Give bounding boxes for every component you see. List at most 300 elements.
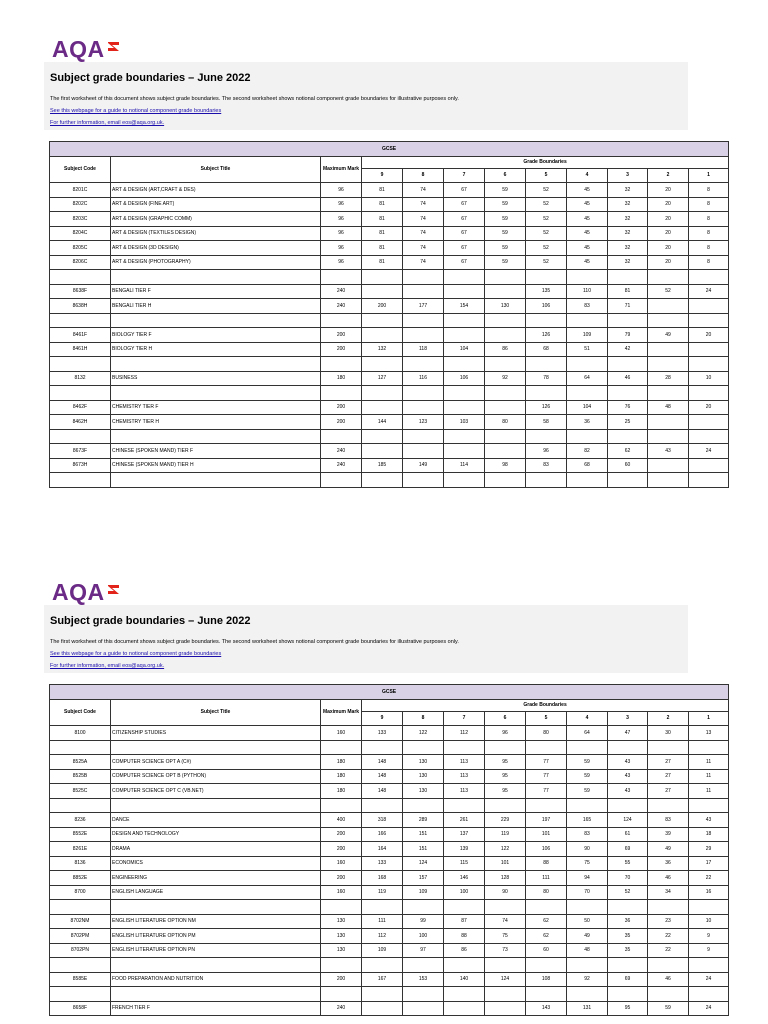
grade-4-cell: 104 — [567, 400, 608, 415]
grade-9-cell: 144 — [362, 415, 403, 430]
table-row — [50, 371, 729, 386]
grade-8: 8 — [403, 168, 444, 183]
empty-cell — [444, 270, 485, 285]
subject-code-cell: 8132 — [50, 371, 111, 386]
subject-title-cell: ENGLISH LITERATURE OPTION PN — [111, 943, 321, 958]
empty-cell — [362, 740, 403, 755]
subject-title-cell: DESIGN AND TECHNOLOGY — [111, 827, 321, 842]
empty-cell — [362, 386, 403, 401]
grade-4-cell: 68 — [567, 458, 608, 473]
table-row — [50, 241, 729, 256]
empty-cell — [608, 473, 648, 488]
empty-cell — [50, 798, 111, 813]
grade-6-cell: 98 — [485, 458, 526, 473]
grade-2-cell: 39 — [648, 827, 689, 842]
grade-5-cell: 60 — [526, 943, 567, 958]
aqa-mark-icon — [106, 584, 120, 596]
empty-cell — [50, 429, 111, 444]
empty-cell — [608, 386, 648, 401]
empty-cell — [362, 473, 403, 488]
empty-cell — [485, 473, 526, 488]
empty-cell — [111, 270, 321, 285]
empty-cell — [485, 958, 526, 973]
empty-cell — [648, 798, 689, 813]
grade-6-cell — [485, 1001, 526, 1016]
subject-title-cell: DRAMA — [111, 842, 321, 857]
grade-1-cell: 20 — [689, 328, 729, 343]
subject-code-cell: 8201C — [50, 183, 111, 198]
grade-2-cell: 20 — [648, 183, 689, 198]
aqa-logo: AQA — [52, 581, 120, 604]
grade-4-cell: 131 — [567, 1001, 608, 1016]
empty-cell — [608, 429, 648, 444]
grade-3-cell: 47 — [608, 726, 648, 741]
grade-3: 3 — [608, 711, 648, 726]
grade-7-cell: 115 — [444, 856, 485, 871]
empty-cell — [50, 386, 111, 401]
grade-3-cell: 62 — [608, 444, 648, 459]
subject-code-cell: 8206C — [50, 255, 111, 270]
empty-cell — [321, 357, 362, 372]
grade-8-cell: 122 — [403, 726, 444, 741]
grade-1-cell — [689, 299, 729, 314]
grade-8-cell: 116 — [403, 371, 444, 386]
grade-9-cell — [362, 284, 403, 299]
grade-8-cell: 153 — [403, 972, 444, 987]
grade-2: 2 — [648, 711, 689, 726]
max-mark-cell: 180 — [321, 371, 362, 386]
subject-code-cell: 8461H — [50, 342, 111, 357]
empty-cell — [111, 473, 321, 488]
grade-3-cell: 43 — [608, 755, 648, 770]
grade-1-cell: 10 — [689, 914, 729, 929]
grade-9-cell: 112 — [362, 929, 403, 944]
grade-5-cell: 62 — [526, 929, 567, 944]
grade-6-cell — [485, 328, 526, 343]
empty-cell — [362, 958, 403, 973]
grade-6: 6 — [485, 168, 526, 183]
subject-code-cell: 8525A — [50, 755, 111, 770]
grade-5-cell: 78 — [526, 371, 567, 386]
grade-8-cell: 177 — [403, 299, 444, 314]
empty-cell — [485, 357, 526, 372]
empty-cell — [567, 987, 608, 1002]
grade-7-cell: 67 — [444, 212, 485, 227]
table-body — [50, 183, 729, 488]
empty-cell — [362, 357, 403, 372]
empty-cell — [50, 357, 111, 372]
grade-1-cell: 8 — [689, 212, 729, 227]
grade-5-cell: 126 — [526, 400, 567, 415]
section-header: GCSE — [50, 685, 729, 700]
grade-2-cell: 49 — [648, 328, 689, 343]
empty-cell — [403, 313, 444, 328]
grade-2-cell: 46 — [648, 871, 689, 886]
grade-4-cell: 109 — [567, 328, 608, 343]
empty-cell — [485, 386, 526, 401]
subject-title-cell: ART & DESIGN (ART,CRAFT & DES) — [111, 183, 321, 198]
empty-cell — [444, 386, 485, 401]
max-mark-cell: 96 — [321, 212, 362, 227]
subject-code-cell: 8702PN — [50, 943, 111, 958]
grade-3-cell: 55 — [608, 856, 648, 871]
grade-9-cell: 166 — [362, 827, 403, 842]
subject-title-cell: BENGALI TIER F — [111, 284, 321, 299]
table-row — [50, 226, 729, 241]
grade-7-cell: 106 — [444, 371, 485, 386]
grade-2-cell — [648, 415, 689, 430]
empty-cell — [403, 958, 444, 973]
grade-7: 7 — [444, 711, 485, 726]
spacer-row — [50, 900, 729, 915]
subject-code-cell: 8702PM — [50, 929, 111, 944]
grade-1-cell: 11 — [689, 769, 729, 784]
empty-cell — [50, 473, 111, 488]
empty-cell — [111, 987, 321, 1002]
grade-6-cell: 90 — [485, 885, 526, 900]
grade-9-cell: 81 — [362, 197, 403, 212]
empty-cell — [111, 313, 321, 328]
grade-6-cell — [485, 284, 526, 299]
grade-7-cell: 114 — [444, 458, 485, 473]
grade-4-cell: 48 — [567, 943, 608, 958]
table-row — [50, 885, 729, 900]
empty-cell — [403, 987, 444, 1002]
grade-1-cell: 22 — [689, 871, 729, 886]
grade-5-cell: 52 — [526, 255, 567, 270]
grade-2-cell: 27 — [648, 784, 689, 799]
grade-3-cell: 81 — [608, 284, 648, 299]
table-row — [50, 813, 729, 828]
grade-5-cell: 62 — [526, 914, 567, 929]
subject-code-cell: 8462F — [50, 400, 111, 415]
empty-cell — [444, 429, 485, 444]
subject-title-cell: COMPUTER SCIENCE OPT B (PYTHON) — [111, 769, 321, 784]
subject-title-cell: ENGLISH LITERATURE OPTION PM — [111, 929, 321, 944]
grade-8-cell: 157 — [403, 871, 444, 886]
grade-9-cell: 109 — [362, 943, 403, 958]
grade-9-cell: 133 — [362, 726, 403, 741]
subject-code-cell: 8461F — [50, 328, 111, 343]
grade-5-cell: 80 — [526, 726, 567, 741]
grade-4-cell: 90 — [567, 842, 608, 857]
max-mark-cell: 200 — [321, 842, 362, 857]
grade-7-cell: 104 — [444, 342, 485, 357]
subject-title-cell: ART & DESIGN (GRAPHIC COMM) — [111, 212, 321, 227]
table-row — [50, 284, 729, 299]
spacer-row — [50, 429, 729, 444]
grade-7-cell: 146 — [444, 871, 485, 886]
grade-9-cell: 167 — [362, 972, 403, 987]
empty-cell — [526, 798, 567, 813]
empty-cell — [526, 357, 567, 372]
empty-cell — [689, 270, 729, 285]
max-mark-cell: 96 — [321, 183, 362, 198]
grade-4-cell: 51 — [567, 342, 608, 357]
grade-7-cell: 113 — [444, 784, 485, 799]
grade-7-cell: 67 — [444, 183, 485, 198]
grade-4: 4 — [567, 168, 608, 183]
empty-cell — [608, 958, 648, 973]
grade-4-cell: 45 — [567, 183, 608, 198]
grade-9-cell: 133 — [362, 856, 403, 871]
grade-3-cell: 76 — [608, 400, 648, 415]
grade-4-cell: 45 — [567, 255, 608, 270]
empty-cell — [485, 429, 526, 444]
empty-cell — [50, 740, 111, 755]
grade-5-cell: 88 — [526, 856, 567, 871]
grade-3-cell: 32 — [608, 241, 648, 256]
empty-cell — [526, 386, 567, 401]
grade-4-cell: 110 — [567, 284, 608, 299]
grade-9-cell: 111 — [362, 914, 403, 929]
empty-cell — [111, 740, 321, 755]
table-row — [50, 769, 729, 784]
grade-5-cell: 80 — [526, 885, 567, 900]
table-row — [50, 212, 729, 227]
grade-5-cell: 52 — [526, 226, 567, 241]
empty-cell — [403, 357, 444, 372]
grade-9-cell: 81 — [362, 183, 403, 198]
grade-2-cell: 23 — [648, 914, 689, 929]
empty-cell — [321, 270, 362, 285]
empty-cell — [321, 473, 362, 488]
table-row — [50, 255, 729, 270]
col-code: Subject Code — [50, 156, 111, 183]
grade-8-cell — [403, 400, 444, 415]
notional-guide-link[interactable]: See this webpage for a guide to notional component grade boundaries — [50, 108, 222, 114]
grade-7-cell: 137 — [444, 827, 485, 842]
empty-cell — [444, 357, 485, 372]
empty-cell — [608, 900, 648, 915]
grade-4: 4 — [567, 711, 608, 726]
grade-1-cell: 24 — [689, 1001, 729, 1016]
subject-title-cell: ART & DESIGN (PHOTOGRAPHY) — [111, 255, 321, 270]
subject-title-cell: ENGLISH LANGUAGE — [111, 885, 321, 900]
grade-2-cell: 36 — [648, 856, 689, 871]
grade-8-cell: 118 — [403, 342, 444, 357]
subject-code-cell: 8136 — [50, 856, 111, 871]
subject-code-cell: 8673F — [50, 444, 111, 459]
grade-5-cell: 135 — [526, 284, 567, 299]
empty-cell — [362, 313, 403, 328]
subject-code-cell: 8638F — [50, 284, 111, 299]
grade-2-cell: 20 — [648, 197, 689, 212]
spacer-row — [50, 270, 729, 285]
grade-3-cell: 71 — [608, 299, 648, 314]
grade-8-cell: 97 — [403, 943, 444, 958]
subject-code-cell: 8204C — [50, 226, 111, 241]
grade-4-cell: 64 — [567, 726, 608, 741]
grade-8-cell: 99 — [403, 914, 444, 929]
subject-code-cell: 8203C — [50, 212, 111, 227]
empty-cell — [321, 740, 362, 755]
grade-6-cell — [485, 400, 526, 415]
grade-1-cell: 8 — [689, 241, 729, 256]
empty-cell — [111, 798, 321, 813]
empty-cell — [111, 386, 321, 401]
grade-2-cell: 43 — [648, 444, 689, 459]
grade-3-cell: 70 — [608, 871, 648, 886]
spacer-row — [50, 386, 729, 401]
grade-6-cell: 80 — [485, 415, 526, 430]
grade-3-cell: 35 — [608, 929, 648, 944]
grade-9-cell: 148 — [362, 769, 403, 784]
grade-5-cell: 83 — [526, 458, 567, 473]
grade-8-cell: 130 — [403, 769, 444, 784]
empty-cell — [485, 740, 526, 755]
section-header: GCSE — [50, 142, 729, 157]
spacer-row — [50, 958, 729, 973]
grade-1-cell: 29 — [689, 842, 729, 857]
grade-6-cell: 59 — [485, 212, 526, 227]
email-link[interactable]: For further information, email eos@aqa.org.uk. — [50, 663, 165, 669]
aqa-mark-icon — [106, 41, 120, 53]
subject-title-cell: CHINESE (SPOKEN MAND) TIER H — [111, 458, 321, 473]
grade-4-cell: 59 — [567, 755, 608, 770]
grade-5-cell: 77 — [526, 769, 567, 784]
grade-8-cell: 149 — [403, 458, 444, 473]
empty-cell — [403, 740, 444, 755]
max-mark-cell: 180 — [321, 784, 362, 799]
spacer-row — [50, 313, 729, 328]
grade-5-cell: 143 — [526, 1001, 567, 1016]
empty-cell — [50, 313, 111, 328]
empty-cell — [689, 386, 729, 401]
empty-cell — [689, 900, 729, 915]
grade-6-cell: 122 — [485, 842, 526, 857]
subject-title-cell: DANCE — [111, 813, 321, 828]
notional-guide-link[interactable]: See this webpage for a guide to notional component grade boundaries — [50, 651, 222, 657]
empty-cell — [485, 900, 526, 915]
grade-3-cell: 32 — [608, 255, 648, 270]
grade-2-cell: 52 — [648, 284, 689, 299]
subject-title-cell: FRENCH TIER F — [111, 1001, 321, 1016]
grade-1-cell: 8 — [689, 255, 729, 270]
grade-7-cell: 140 — [444, 972, 485, 987]
grade-4-cell: 75 — [567, 856, 608, 871]
empty-cell — [567, 900, 608, 915]
subject-title-cell: ECONOMICS — [111, 856, 321, 871]
grade-4-cell: 92 — [567, 972, 608, 987]
empty-cell — [403, 429, 444, 444]
grade-1-cell: 8 — [689, 197, 729, 212]
grade-3-cell: 69 — [608, 842, 648, 857]
grade-6-cell: 95 — [485, 784, 526, 799]
empty-cell — [526, 958, 567, 973]
grade-2-cell: 22 — [648, 929, 689, 944]
subject-title-cell: ENGINEERING — [111, 871, 321, 886]
table-row — [50, 1001, 729, 1016]
subject-code-cell: 8700 — [50, 885, 111, 900]
grade-2-cell: 30 — [648, 726, 689, 741]
empty-cell — [689, 987, 729, 1002]
grade-2-cell: 27 — [648, 755, 689, 770]
grade-1-cell: 11 — [689, 784, 729, 799]
grade-4-cell: 45 — [567, 241, 608, 256]
subject-title-cell: BENGALI TIER H — [111, 299, 321, 314]
empty-cell — [321, 798, 362, 813]
grade-6-cell: 229 — [485, 813, 526, 828]
empty-cell — [648, 270, 689, 285]
subject-code-cell: 8702NM — [50, 914, 111, 929]
grade-7-cell — [444, 284, 485, 299]
grade-1-cell: 17 — [689, 856, 729, 871]
grade-5-cell: 126 — [526, 328, 567, 343]
empty-cell — [608, 798, 648, 813]
description: The first worksheet of this document shows subject grade boundaries. The second worksheet shows notional component grade boundaries for illustrative purposes only. — [50, 639, 459, 645]
empty-cell — [567, 473, 608, 488]
empty-cell — [321, 313, 362, 328]
grade-2-cell: 20 — [648, 226, 689, 241]
grade-8-cell: 74 — [403, 183, 444, 198]
grade-1-cell: 24 — [689, 284, 729, 299]
grade-7-cell — [444, 444, 485, 459]
max-mark-cell: 240 — [321, 1001, 362, 1016]
grade-5: 5 — [526, 168, 567, 183]
empty-cell — [648, 386, 689, 401]
grade-6-cell: 59 — [485, 241, 526, 256]
grade-4-cell: 83 — [567, 299, 608, 314]
grade-1-cell: 8 — [689, 183, 729, 198]
table-row — [50, 827, 729, 842]
empty-cell — [689, 473, 729, 488]
grade-9-cell: 81 — [362, 226, 403, 241]
grade-7-cell: 113 — [444, 769, 485, 784]
grade-5-cell: 96 — [526, 444, 567, 459]
max-mark-cell: 200 — [321, 342, 362, 357]
empty-cell — [648, 987, 689, 1002]
grade-7-cell: 100 — [444, 885, 485, 900]
grade-3-cell: 43 — [608, 784, 648, 799]
table-row — [50, 914, 729, 929]
subject-title-cell: BIOLOGY TIER F — [111, 328, 321, 343]
subject-title-cell: CHEMISTRY TIER H — [111, 415, 321, 430]
empty-cell — [50, 900, 111, 915]
aqa-logo: AQA — [52, 38, 120, 61]
grade-1-cell: 43 — [689, 813, 729, 828]
table-row — [50, 400, 729, 415]
max-mark-cell: 200 — [321, 972, 362, 987]
grade-3-cell: 95 — [608, 1001, 648, 1016]
grade-9-cell: 127 — [362, 371, 403, 386]
subject-title-cell: BIOLOGY TIER H — [111, 342, 321, 357]
grade-6-cell: 74 — [485, 914, 526, 929]
max-mark-cell: 240 — [321, 458, 362, 473]
grade-9-cell: 81 — [362, 241, 403, 256]
empty-cell — [526, 313, 567, 328]
subject-title-cell: CITIZENSHIP STUDIES — [111, 726, 321, 741]
empty-cell — [567, 386, 608, 401]
empty-cell — [526, 987, 567, 1002]
grade-2-cell — [648, 299, 689, 314]
grade-9-cell: 148 — [362, 755, 403, 770]
grade-3-cell: 69 — [608, 972, 648, 987]
empty-cell — [567, 429, 608, 444]
spacer-row — [50, 987, 729, 1002]
grade-2-cell: 34 — [648, 885, 689, 900]
spacer-row — [50, 357, 729, 372]
empty-cell — [485, 798, 526, 813]
email-link[interactable]: For further information, email eos@aqa.org.uk. — [50, 120, 165, 126]
grade-3-cell: 61 — [608, 827, 648, 842]
grade-8-cell: 123 — [403, 415, 444, 430]
grade-5-cell: 52 — [526, 197, 567, 212]
grade-6-cell: 75 — [485, 929, 526, 944]
subject-code-cell: 8638H — [50, 299, 111, 314]
max-mark-cell: 200 — [321, 415, 362, 430]
grade-3-cell: 124 — [608, 813, 648, 828]
